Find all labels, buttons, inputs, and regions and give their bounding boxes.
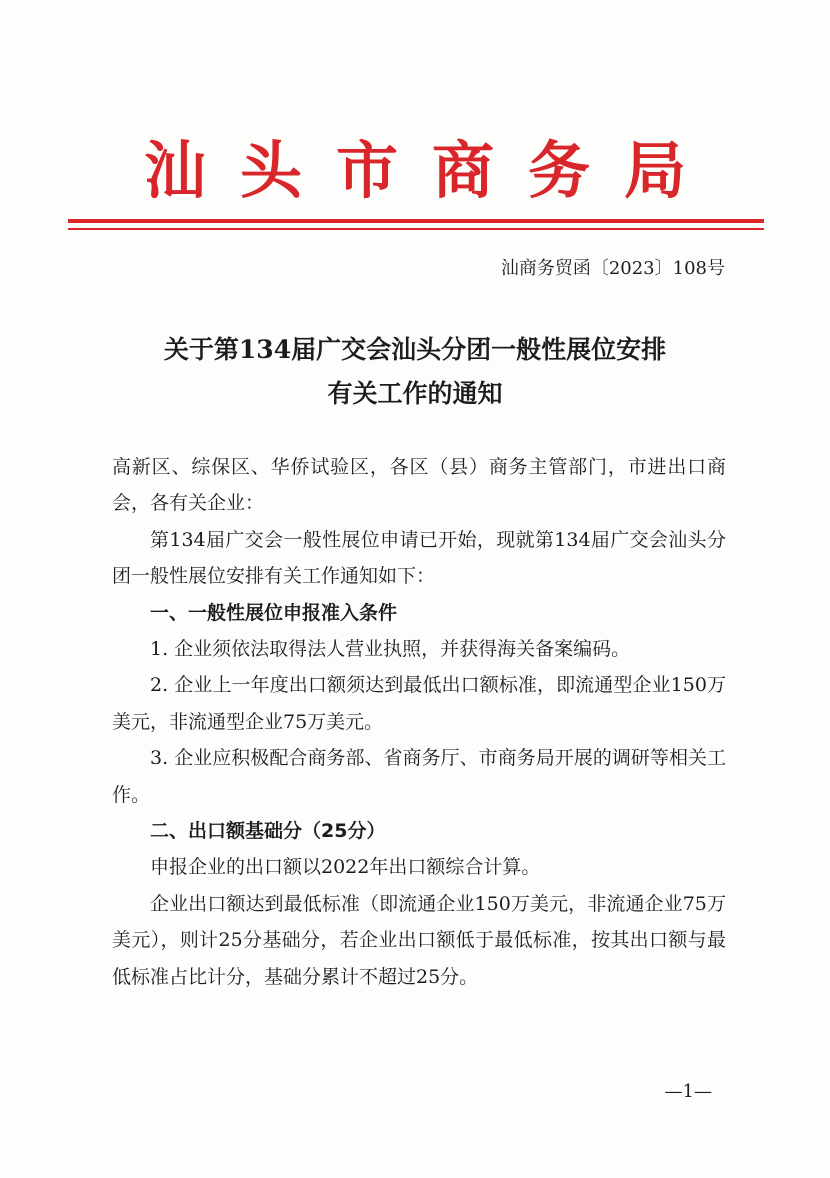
section-2-paragraph-1: 申报企业的出口额以2022年出口额综合计算。 bbox=[150, 856, 541, 879]
document-title-line-2: 有关工作的通知 bbox=[327, 379, 503, 408]
document-title bbox=[60, 328, 770, 416]
page-number: —1— bbox=[664, 1081, 712, 1102]
document-body bbox=[112, 449, 726, 995]
document-title-line-1: 关于第134届广交会汕头分团一般性展位安排 bbox=[163, 335, 667, 364]
section-1-item-3: 3. 企业应积极配合商务部、省商务厅、市商务局开展的调研等相关工作。 bbox=[112, 747, 726, 806]
section-1-item-2: 2. 企业上一年度出口额须达到最低出口额标准，即流通型企业150万美元，非流通型企业75万美元。 bbox=[112, 674, 726, 733]
section-2-heading: 二、出口额基础分（25分） bbox=[150, 820, 386, 843]
issuing-organization-title: 汕头市商务局 bbox=[143, 134, 720, 207]
recipients-paragraph: 高新区、综保区、华侨试验区，各区（县）商务主管部门，市进出口商会，各有关企业： bbox=[112, 456, 726, 515]
document-number: 汕商务贸函〔2023〕108号 bbox=[500, 258, 725, 279]
section-1-item-1: 1. 企业须依法取得法人营业执照，并获得海关备案编码。 bbox=[150, 638, 631, 661]
red-header-rule-thin bbox=[68, 228, 764, 230]
section-1-heading: 一、一般性展位申报准入条件 bbox=[150, 601, 398, 624]
section-2-paragraph-2: 企业出口额达到最低标准（即流通企业150万美元，非流通企业75万美元），则计25分基础分，若企业出口额低于最低标准，按其出口额与最低标准占比计分，基础分累计不超过25分。 bbox=[112, 892, 726, 988]
intro-paragraph: 第134届广交会一般性展位申请已开始，现就第134届广交会汕头分团一般性展位安排有关工作通知如下： bbox=[112, 528, 726, 588]
red-header-rule-thick bbox=[68, 219, 764, 223]
